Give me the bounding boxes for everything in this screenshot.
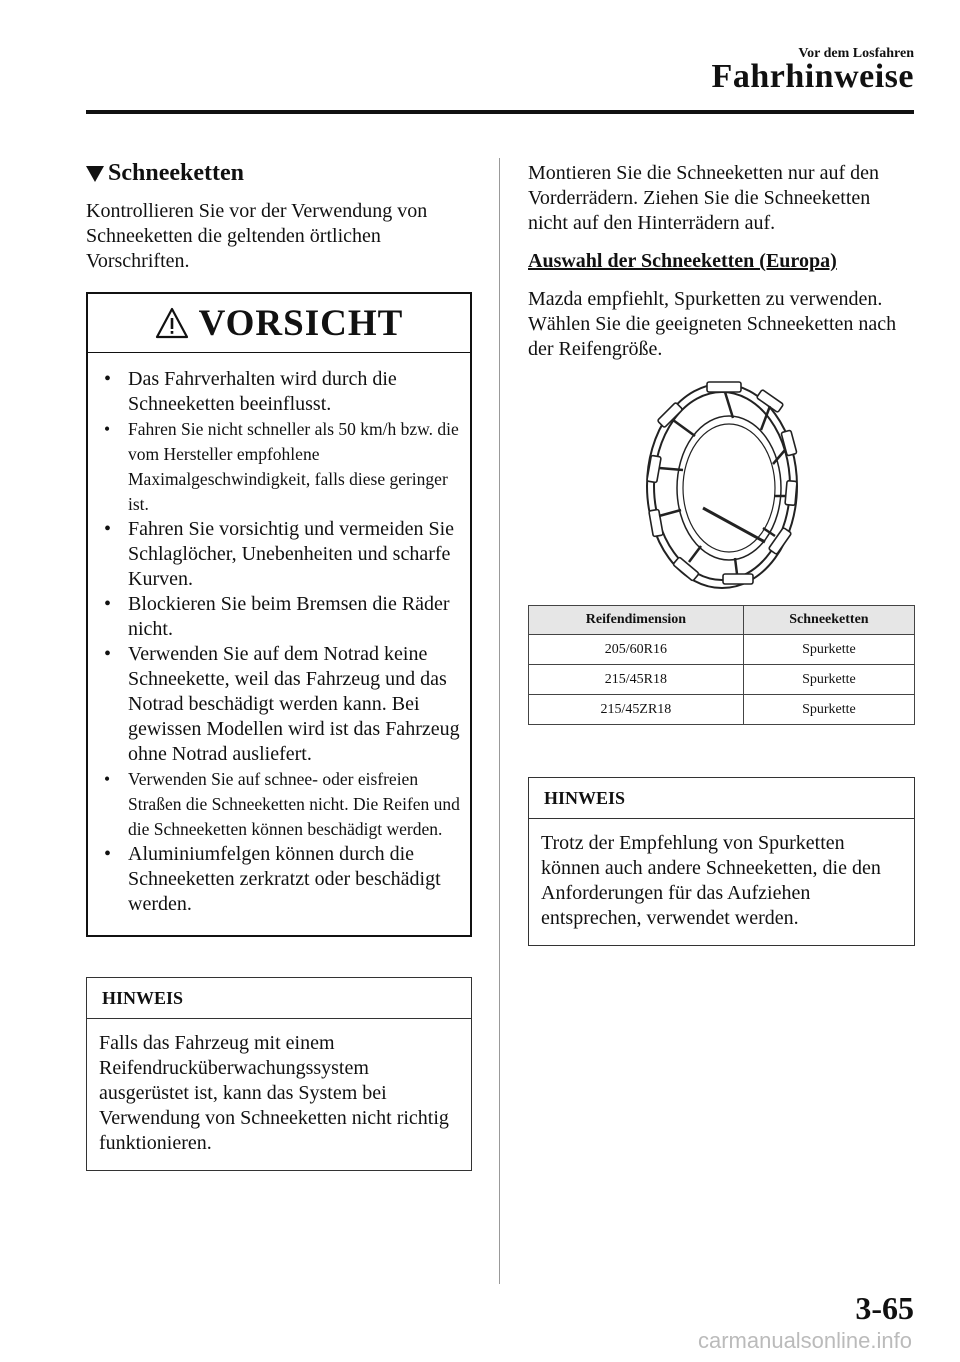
note-title: HINWEIS (529, 778, 914, 819)
table-row (529, 695, 915, 725)
note-title: HINWEIS (87, 978, 471, 1019)
list-item: • Fahren Sie vorsichtig und vermeiden Sie Schlaglöcher, Unebenheiten und scharfe Kurven. (104, 518, 455, 590)
note-box-right (528, 777, 915, 946)
list-item: • Aluminiumfelgen können durch die Schneeketten zerkratzt oder beschädigt werden. (104, 843, 441, 915)
page-number: 3-65 (855, 1290, 914, 1326)
header-section-label: Vor dem Losfahren (798, 46, 914, 61)
list-item: • Das Fahrverhalten wird durch die Schneeketten beeinflusst. (104, 368, 397, 415)
caution-header (88, 294, 470, 353)
watermark: carmanualsonline.info (697, 1328, 912, 1353)
section-title-text: Schneeketten (108, 160, 244, 186)
mounting-text: Montieren Sie die Schneeketten nur auf den Vorderrädern. Ziehen Sie die Schneeketten nicht auf den Hinterrädern auf. (528, 162, 879, 234)
table-cell: Spurkette (743, 695, 914, 725)
note-text: Falls das Fahrzeug mit einem Reifendrucküberwachungssystem ausgerüstet ist, kann das System bei Verwendung von Schneeketten nicht richtig funktionieren. (99, 1032, 449, 1154)
table-cell: 215/45R18 (529, 665, 744, 695)
note-box-left (86, 977, 472, 1171)
warning-triangle-icon (155, 307, 189, 339)
table-cell: 215/45ZR18 (529, 695, 744, 725)
list-item: • Verwenden Sie auf schnee- oder eisfreien Straßen die Schneeketten nicht. Die Reifen und die Schneeketten können beschädigt werden. (104, 769, 460, 839)
table-cell: Spurkette (743, 635, 914, 665)
illustration-container (528, 378, 915, 593)
recommendation-text: Mazda empfiehlt, Spurketten zu verwenden. Wählen Sie die geeigneten Schneeketten nach der Reifengröße. (528, 288, 897, 360)
left-column (86, 155, 472, 1171)
caution-body (88, 353, 470, 935)
header-rule (86, 110, 914, 114)
caution-box (86, 292, 472, 937)
list-item: • Blockieren Sie beim Bremsen die Räder nicht. (104, 593, 450, 640)
triangle-down-icon (86, 166, 104, 182)
right-column (528, 155, 915, 946)
table-row (529, 665, 915, 695)
list-item: • Verwenden Sie auf dem Notrad keine Schneekette, weil das Fahrzeug und das Notrad beschädigt werden kann. Bei gewissen Modellen wird ist das Fahrzeug ohne Notrad ausliefert. (104, 643, 460, 765)
table-header-row (529, 606, 915, 635)
caution-title: VORSICHT (198, 302, 404, 344)
column-header: Reifendimension (529, 606, 744, 635)
note-text: Trotz der Empfehlung von Spurketten können auch andere Schneeketten, die den Anforderungen für das Aufziehen entsprechen, verwendet werden. (541, 832, 881, 929)
list-item: • Fahren Sie nicht schneller als 50 km/h bzw. die vom Hersteller empfohlene Maximalgeschwindigkeit, falls diese geringer ist. (104, 419, 459, 514)
subheading: Auswahl der Schneeketten (Europa) (528, 250, 837, 272)
column-header: Schneeketten (743, 606, 914, 635)
section-title (86, 160, 472, 187)
table-cell: Spurkette (743, 665, 914, 695)
header-title: Fahrhinweise (711, 58, 914, 95)
tire-table (528, 605, 915, 725)
table-cell: 205/60R16 (529, 635, 744, 665)
intro-text: Kontrollieren Sie vor der Verwendung von Schneeketten die geltenden örtlichen Vorschriften. (86, 200, 428, 272)
table-row (529, 635, 915, 665)
snow-chain-illustration (637, 378, 807, 593)
column-divider (499, 158, 500, 1284)
